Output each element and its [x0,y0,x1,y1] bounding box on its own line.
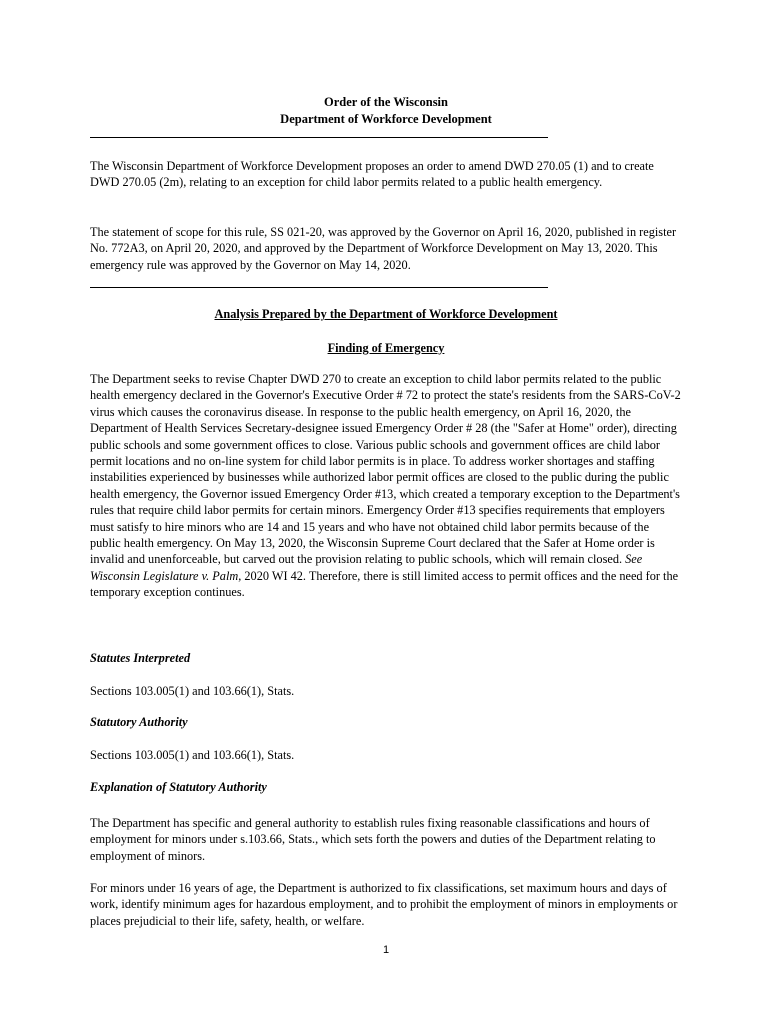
authority-text: Sections 103.005(1) and 103.66(1), Stats. [90,748,295,762]
finding-text-b: , 2020 WI 42. Therefore, there is still limited access to permit offices and the need for the temporary exception continues. [90,568,679,600]
page-number: 1 [382,944,390,956]
title-line-2: Department of Workforce Development [280,112,492,126]
title-line-1: Order of the Wisconsin [324,95,448,109]
finding-text-a: The Department seeks to revise Chapter DWD 270 to create an exception to child labor permits related to the public health emergency declared in the Governor's Executive Order # 72 to protect the state's residents from the SARS-CoV-2 virus which causes the coronavirus disease. In response to the public health emergency, on April 16, 2020, the Department of Health Services Secretary-designee issued Emergency Order # 28 (the "Safer at Home" order), directing public schools and some government offices to close. Various public schools and government offices are child labor permit locations and no on-line system for child labor permits is in place. To address worker shortages and staffing instabilities experienced by businesses while authorized labor permit offices are closed to the public during the public health emergency, the Governor issued Emergency Order #13, which created a temporary exception to the Department's rules that require child labor permits for certain minors. Emergency Order #13 specifies requirements that employers must satisfy to hire minors who are 14 and 15 years and who have not obtained child labor permits because of the public health emergency. On May 13, 2020, the Wisconsin Supreme Court declared that the Safer at Home order is invalid and unenforceable, but carved out the provision relating to public schools, which will remain closed. [90,372,681,567]
authority-heading: Statutory Authority [90,715,188,729]
intro-paragraph-2: The statement of scope for this rule, SS 021-20, was approved by the Governor on April 16, 2020, published in register No. 772A3, on April 20, 2020, and approved by the Department of Workforce Development on May 13, 2020. This emergency rule was approved by the Governor on May 14, 2020. [90,225,677,272]
explanation-heading: Explanation of Statutory Authority [90,780,267,794]
explanation-paragraph-1: The Department has specific and general authority to establish rules fixing reasonable classifications and hours of employment for minors under s.103.66, Stats., which sets forth the powers and duties of the Department relating to employment of minors. [90,816,656,863]
finding-paragraph [90,371,682,601]
divider-bottom [90,287,548,288]
document-title [90,94,682,128]
analysis-heading: Analysis Prepared by the Department of Workforce Development [214,307,558,321]
finding-heading: Finding of Emergency [327,341,445,355]
statutes-text: Sections 103.005(1) and 103.66(1), Stats. [90,684,295,698]
intro-paragraph-1: The Wisconsin Department of Workforce Development proposes an order to amend DWD 270.05 (1) and to create DWD 270.05 (2m), relating to an exception for child labor permits related to a public health emergency. [90,159,654,190]
divider-top [90,137,548,138]
explanation-paragraph-2: For minors under 16 years of age, the Department is authorized to fix classifications, set maximum hours and days of work, identify minimum ages for hazardous employment, and to prohibit the employment of minors in employments or places prejudicial to their life, safety, health, or welfare. [90,881,678,928]
finding-citation: See Wisconsin Legislature v. Palm [90,552,643,583]
statutes-heading: Statutes Interpreted [90,651,191,665]
